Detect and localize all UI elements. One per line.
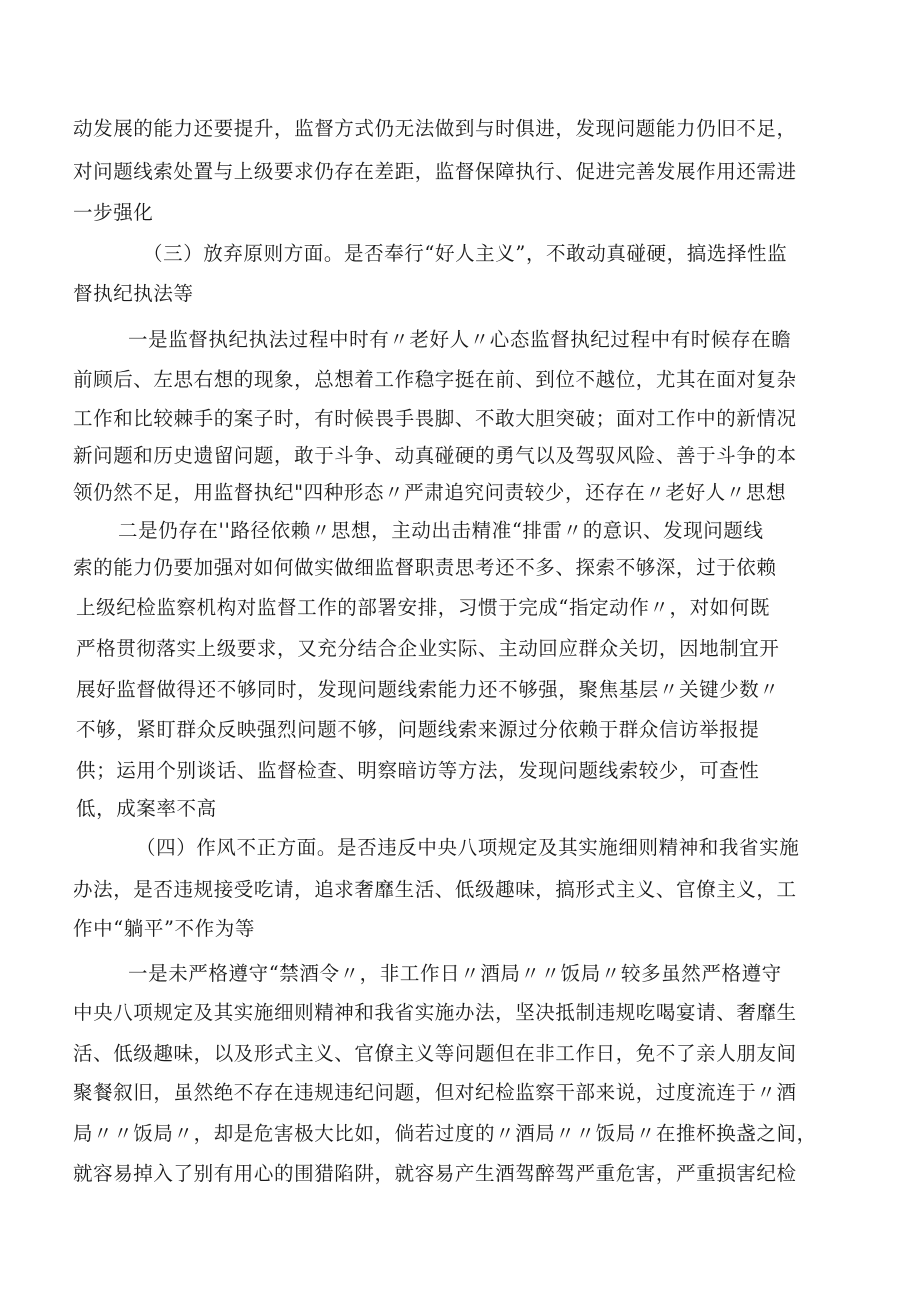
text-line: 活、低级趣味，以及形式主义、官僚主义等问题但在非工作日，免不了亲人朋友间 [73,1042,797,1065]
text-line: 领仍然不足，用监督执纪"四种形态〃严肃追究问责较少，还存在〃老好人〃思想 [73,481,787,504]
text-line: 二是仍存在''路径依赖〃思想，主动出击精准“排雷〃的意识、发现问题线 [118,519,764,542]
section-heading: （三）放弃原则方面。是否奉行“好人主义”，不敢动真碰硬，搞选择性监 [143,242,788,265]
text-line: 低，成案率不高 [76,797,217,820]
text-line: 就容易掉入了别有用心的围猎陷阱，就容易产生酒驾醉驾严重危害，严重损害纪检 [73,1162,797,1185]
text-line: 局〃〃饭局〃，却是危害极大比如，倘若过度的〃酒局〃〃饭局〃在推杯换盏之间， [73,1122,817,1145]
text-line: 一是监督执纪执法过程中时有〃老好人〃心态监督执纪过程中有时候存在瞻 [128,328,792,351]
text-line: 动发展的能力还要提升，监督方式仍无法做到与时俱进，发现问题能力仍旧不足， [73,117,797,140]
text-line: 索的能力仍要加强对如何做实做细监督职责思考还不多、探索不够深，过于依赖 [73,556,777,579]
section-heading: 督执纪执法等 [73,282,194,305]
section-heading: 作中“躺平”不作为等 [73,917,255,940]
text-line: 一步强化 [73,201,154,224]
text-line: 工作和比较棘手的案子时，有时候畏手畏脚、不敢大胆突破；面对工作中的新情况 [73,407,797,430]
text-line: 严格贯彻落实上级要求，又充分结合企业实际、主动回应群众关切，因地制宜开 [76,637,780,660]
text-line: 供；运用个别谈话、监督检查、明察暗访等方法，发现问题线索较少，可查性 [76,759,760,782]
text-line: 前顾后、左思右想的现象，总想着工作稳字挺在前、到位不越位，尤其在面对复杂 [73,368,797,391]
section-heading: 办法，是否违规接受吃请，追求奢靡生活、低级趣味，搞形式主义、官僚主义，工 [73,878,797,901]
text-line: 上级纪检监察机构对监督工作的部署安排，习惯于完成“指定动作〃，对如何既 [76,596,770,619]
text-line: 新问题和历史遗留问题，敢于斗争、动真碰硬的勇气以及驾驭风险、善于斗争的本 [73,444,797,467]
text-line: 对问题线索处置与上级要求仍存在差距，监督保障执行、促进完善发展作用还需进 [73,160,797,183]
section-heading: （四）作风不正方面。是否违反中央八项规定及其实施细则精神和我省实施 [136,836,800,859]
text-line: 聚餐叙旧，虽然绝不存在违规违纪问题，但对纪检监察干部来说，过度流连于〃酒 [73,1081,797,1104]
text-line: 一是未严格遵守“禁酒令〃，非工作日〃酒局〃〃饭局〃较多虽然严格遵守 [128,962,782,985]
text-line: 不够，紧盯群众反映强烈问题不够，问题线索来源过分依赖于群众信访举报提 [76,718,760,741]
text-line: 展好监督做得还不够同时，发现问题线索能力还不够强，聚焦基层〃关键少数〃 [76,678,780,701]
text-line: 中央八项规定及其实施细则精神和我省实施办法，坚决抵制违规吃喝宴请、奢靡生 [73,1001,797,1024]
